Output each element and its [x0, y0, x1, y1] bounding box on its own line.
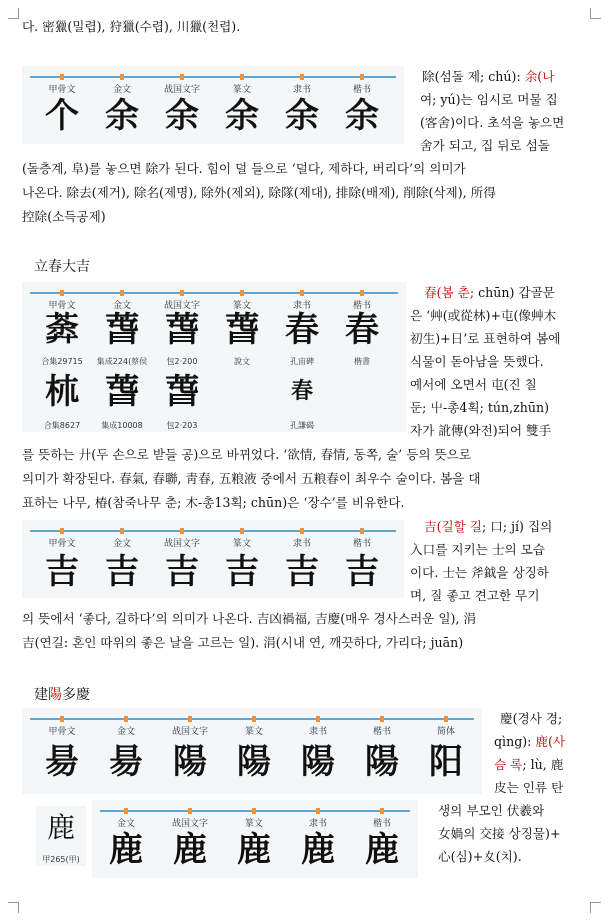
text-line: 슴 록; lù, 鹿 [494, 757, 564, 772]
glyph: 鹿 [237, 830, 271, 870]
text-line: 자가 訛傳(와전)되어 雙手 [410, 423, 552, 438]
glyph: 陽 [237, 742, 271, 782]
text-line: 入口를 지키는 士의 모습 [410, 542, 545, 557]
text-line: 春(봄 춘; chūn) 갑골문 [424, 285, 555, 300]
text-line: 나온다. 除去(제거), 除名(제명), 除外(제외), 除隊(제대), 排除(배제), 削除(삭제), 所得 [22, 185, 496, 200]
era-label: 篆文 [244, 727, 263, 737]
text-line: 女媧의 交接 상징물)+ [438, 826, 561, 841]
era-label: 战国文字 [171, 819, 208, 829]
source-caption: 合集29715 [41, 357, 83, 366]
era-label: 楷书 [372, 819, 391, 829]
era-label: 篆文 [232, 539, 251, 549]
glyph: 余 [105, 96, 139, 136]
glyph: 萅 [225, 310, 259, 350]
era-label: 隶书 [308, 727, 327, 737]
glyph: 昜 [45, 742, 79, 782]
text-line: 皮는 인류 탄 [494, 780, 564, 795]
text-line: 除(섬돌 제; chú): 余(나 [422, 69, 555, 84]
text-line: (돌층계, 阜)를 놓으면 除가 된다. 힘이 덜 들으로 ‘덜다, 제하다, 버리다’의 의미가 [22, 161, 466, 176]
source-caption: 說文 [234, 357, 250, 366]
glyph: 吉 [165, 552, 199, 592]
source-caption: 包2·200 [166, 357, 198, 366]
era-label: 楷书 [352, 539, 371, 549]
text-line: 의미가 확장된다. 春氣, 春聯, 靑春, 五粮液 중에서 五粮春이 최우수 술이다. 봄을 대 [22, 471, 481, 486]
glyph: 鹿 [109, 830, 143, 870]
era-label: 楷书 [372, 727, 391, 737]
era-label: 金文 [112, 85, 131, 95]
glyph: 吉 [345, 552, 379, 592]
era-label: 金文 [116, 819, 135, 829]
crop-mark-top-left [8, 8, 19, 19]
source-caption: 孔謙碣 [290, 421, 314, 430]
char-evolution-panel-chu [22, 66, 404, 144]
glyph: 鹿 [365, 830, 399, 870]
era-label: 篆文 [232, 301, 251, 311]
glyph: 陽 [365, 742, 399, 782]
glyph: 阳 [429, 742, 463, 782]
glyph: 余 [345, 96, 379, 136]
section-heading: 立春大吉 [34, 259, 90, 275]
glyph: 余 [285, 96, 319, 136]
text-line: 吉(길할 길; 口; jí) 집의 [424, 519, 553, 534]
era-label: 甲骨文 [48, 301, 76, 311]
side-glyph-box [36, 806, 86, 866]
text-line: 心(심)+夊(치). [438, 849, 522, 864]
era-label: 金文 [116, 727, 135, 737]
era-label: 隶书 [292, 301, 311, 311]
glyph: 萅 [105, 310, 139, 350]
crop-mark-top-right [590, 8, 601, 19]
section-heading: 建陽多慶 [34, 687, 90, 703]
text-line: 控除(소득공제) [22, 209, 106, 224]
glyph: 𦹍 [45, 310, 79, 350]
glyph: 春 [290, 379, 313, 404]
text-line: 은 ‘艸(或從林)+屯(像艸木 [410, 308, 557, 323]
text-line: 다. 密獵(밀렵), 狩獵(수렵), 川獵(천렵). [22, 19, 241, 34]
source-caption: 集成10008 [101, 421, 143, 430]
era-label: 战国文字 [163, 85, 200, 95]
era-label: 简体 [436, 727, 455, 737]
char-evolution-panel-yang [22, 708, 482, 794]
era-label: 甲骨文 [48, 85, 76, 95]
glyph: 余 [165, 96, 199, 136]
text-line: 이다. 士는 斧鉞을 상징하 [410, 565, 549, 580]
era-label: 楷书 [352, 301, 371, 311]
source-caption: 楷書 [354, 357, 370, 366]
glyph: 陽 [301, 742, 335, 782]
glyph: 𣏕 [45, 372, 79, 412]
glyph: 萅 [105, 372, 139, 412]
glyph: 鹿 [46, 811, 75, 844]
text-line: 여; yú)는 임시로 머물 집 [420, 92, 558, 107]
text-line: 慶(경사 경; [500, 711, 563, 726]
text-line: 며, 질 좋고 견고한 무기 [410, 588, 540, 603]
crop-mark-bottom-right [590, 902, 601, 913]
glyph: 个 [45, 96, 79, 136]
text-line: 의 뜻에서 ‘좋다, 길하다’의 의미가 나온다. 吉凶禍福, 吉慶(매우 경사스러운 일), 涓 [22, 611, 477, 626]
glyph: 鹿 [301, 830, 335, 870]
text-line: 생의 부모인 伏羲와 [438, 803, 545, 818]
glyph: 吉 [225, 552, 259, 592]
text-line: (客舍)이다. 초석을 놓으면 [420, 115, 565, 130]
text-line: 식물이 돋아남을 뜻했다. [410, 354, 544, 369]
source-caption: 集成224(蔡侯 [96, 357, 148, 366]
era-label: 篆文 [232, 85, 251, 95]
era-label: 战国文字 [171, 727, 208, 737]
glyph: 春 [285, 310, 319, 350]
char-evolution-panel-lu [92, 800, 418, 878]
era-label: 金文 [112, 301, 131, 311]
glyph: 吉 [105, 552, 139, 592]
text-line: 를 뜻하는 廾(두 손으로 받들 공)으로 바뀌었다. ‘欲情, 春情, 동쪽, 술’ 등의 뜻으로 [22, 447, 471, 462]
char-evolution-panel-chun [22, 282, 406, 432]
era-label: 甲骨文 [48, 727, 76, 737]
era-label: 隶书 [292, 85, 311, 95]
source-caption: 甲265(甲) [42, 855, 80, 864]
glyph: 余 [225, 96, 259, 136]
source-caption: 包2·203 [166, 421, 198, 430]
era-label: 隶书 [292, 539, 311, 549]
text-line: 吉(연길: 혼인 따위의 좋은 날을 고르는 일). 涓(시내 연, 깨끗하다, 가리다; juān) [22, 635, 464, 650]
glyph: 陽 [173, 742, 207, 782]
text-line: qìng): 鹿(사 [494, 734, 566, 749]
text-line: 둔; 屮-총4획; tún,zhūn) [410, 400, 550, 415]
glyph: 鹿 [173, 830, 207, 870]
source-caption: 孔宙碑 [290, 357, 314, 366]
glyph: 萅 [165, 372, 199, 412]
text-line: 예서에 오면서 屯(진 칠 [410, 377, 537, 392]
era-label: 金文 [112, 539, 131, 549]
text-line: 표하는 나무, 椿(참죽나무 춘; 木-총13획; chūn)은 ‘장수’를 비유한다. [22, 495, 405, 510]
glyph: 吉 [45, 552, 79, 592]
glyph: 吉 [285, 552, 319, 592]
era-label: 篆文 [244, 819, 263, 829]
glyph: 昜 [109, 742, 143, 782]
crop-mark-bottom-left [8, 902, 19, 913]
era-label: 隶书 [308, 819, 327, 829]
era-label: 战国文字 [163, 539, 200, 549]
glyph: 萅 [165, 310, 199, 350]
era-label: 甲骨文 [48, 539, 76, 549]
source-caption: 合集8627 [43, 421, 81, 430]
text-line: 舍가 되고, 집 뒤로 섬돌 [420, 138, 550, 153]
char-evolution-panel-ji [22, 520, 404, 598]
text-line: 初生)+日’로 표현하여 봄에 [410, 331, 561, 346]
era-label: 楷书 [352, 85, 371, 95]
era-label: 战国文字 [163, 301, 200, 311]
glyph: 春 [345, 310, 379, 350]
